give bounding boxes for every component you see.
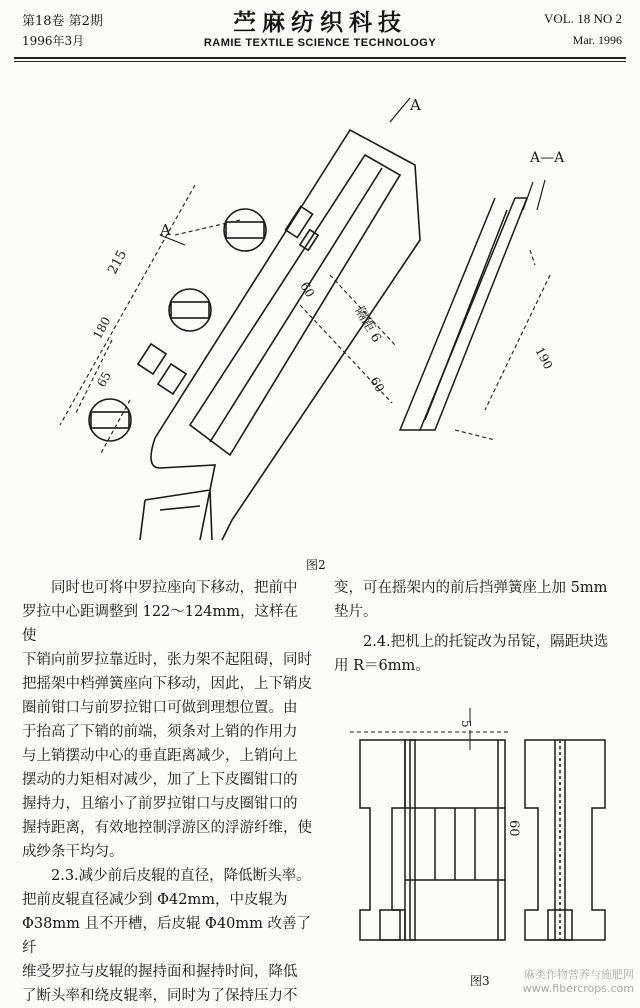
text-line: 用 R＝6mm。: [334, 658, 430, 674]
text-line: 2.3.减少前后皮辊的直径，降低断头率。: [51, 868, 311, 884]
label-gap: 隔距 6: [351, 304, 384, 346]
fig3-label-60: 60: [506, 820, 521, 837]
date-en: Mar. 1996: [572, 33, 622, 47]
text-line: 2.4.把机上的托锭改为吊锭，隔距块选: [363, 634, 609, 650]
figure-2-caption: 图2: [306, 558, 326, 572]
text-line: 变，可在摇架内的前后挡弹簧座上加 5mm: [334, 580, 608, 596]
watermark-line-2: www.fibercrops.com: [522, 982, 634, 995]
text-line: 罗拉中心距调整到 122～124mm，这样在使: [22, 604, 298, 644]
text-line: 成纱条干均匀。: [22, 844, 124, 860]
journal-header: [0, 0, 640, 66]
journal-title-cn: 苎麻纺织科技: [233, 9, 407, 36]
label-60-a: 60: [297, 279, 318, 300]
arm-inner-slot: [190, 155, 400, 455]
text-line: 垫片。: [334, 604, 378, 620]
header-rule-thick: [14, 57, 626, 59]
dim-180: 180: [90, 314, 114, 342]
text-line: 了断头率和绕皮辊率，同时为了保持压力不: [22, 988, 298, 1004]
arm-left-edge: [151, 438, 215, 540]
roller-middle: [169, 289, 211, 331]
figure-3-caption: 图3: [470, 974, 490, 988]
roller-top: [224, 209, 266, 251]
text-line: 维受罗拉与皮辊的握持面和握持时间，降低: [22, 964, 298, 980]
text-line: 握持距离，有效地控制浮游区的浮游纤维，使: [22, 820, 312, 836]
volume-issue-cn: 第18卷 第2期: [22, 14, 103, 29]
body-column-right: [334, 576, 624, 678]
dim-190: 190: [532, 344, 556, 372]
text-line: 圈前钳口与前罗拉钳口可做到理想位置。由: [22, 700, 298, 716]
journal-title-en: RAMIE TEXTILE SCIENCE TECHNOLOGY: [203, 37, 437, 49]
figure-3-drawing: [350, 700, 620, 970]
text-line: 把摇架中档弹簧座向下移动，因此，上下销皮: [22, 676, 312, 692]
text-line: 同时也可将中罗拉座向下移动，把前中: [51, 580, 298, 596]
dim-65: 65: [94, 369, 114, 390]
figure-2-section-a-a: [395, 140, 605, 440]
label-a-left: A: [160, 221, 171, 239]
fig3-label-5: 5: [459, 720, 473, 728]
text-line: 摆动的力矩相对减少，加了上下皮圈钳口的: [22, 772, 298, 788]
text-line: 与上销摆动中心的垂直距离减少，上销向上: [22, 748, 298, 764]
watermark: [523, 968, 634, 996]
label-60-b: 60: [367, 374, 388, 395]
text-line: 于抬高了下销的前端，须条对上销的作用力: [22, 724, 298, 740]
roller-bottom: [89, 399, 131, 441]
volume-issue-en: VOL. 18 NO 2: [544, 11, 622, 26]
dim-215: 215: [105, 247, 131, 277]
date-cn: 1996年3月: [22, 34, 85, 48]
text-line: 把前皮辊直径减少到 Φ42mm，中皮辊为: [22, 892, 288, 908]
watermark-line-1: 麻类作物营养与施肥网: [524, 968, 634, 981]
text-line: 握持力，且缩小了前罗拉钳口与皮圈钳口的: [22, 796, 298, 812]
header-rule-thin: [14, 61, 626, 62]
label-a-top: A: [410, 96, 421, 114]
body-column-left: [22, 576, 312, 1008]
section-label: A—A: [530, 150, 565, 166]
text-line: Φ38mm 且不开槽，后皮辊 Φ40mm 改善了纤: [22, 916, 312, 956]
text-line: 下销向前罗拉靠近时，张力架不起阻碍，同时: [22, 652, 312, 668]
